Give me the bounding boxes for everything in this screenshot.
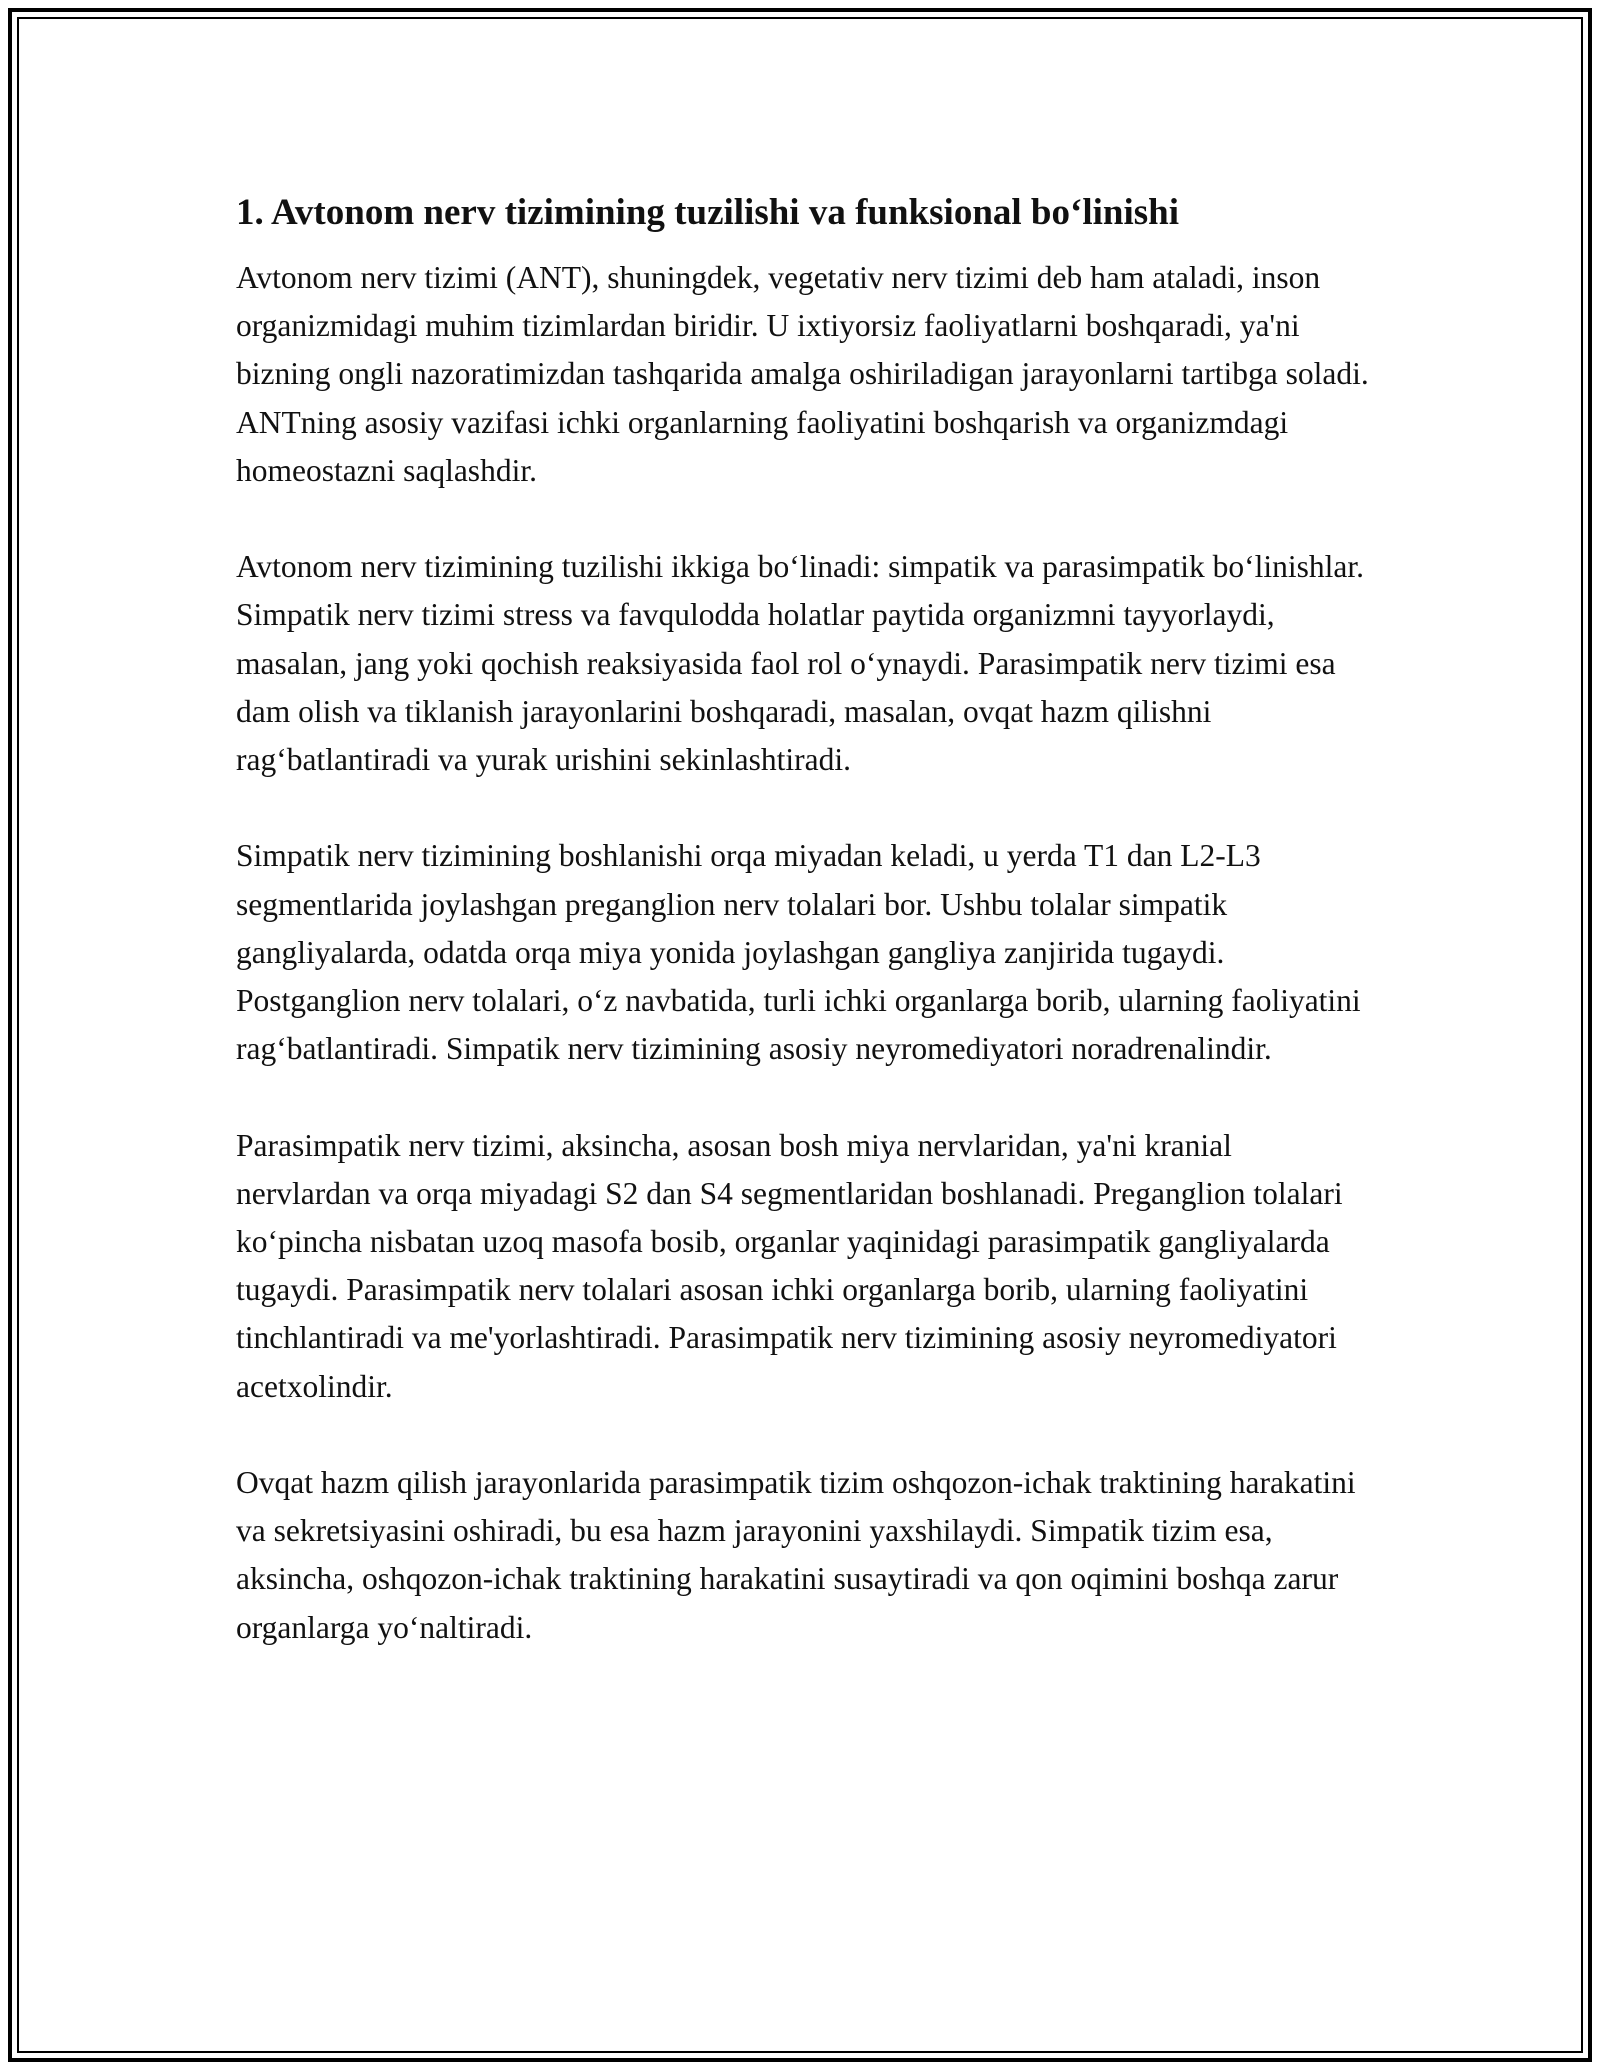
paragraph-ant-divisions: Avtonom nerv tizimining tuzilishi ikkiga bo‘linadi: simpatik va parasimpatik bo‘linishlar. Simpatik nerv tizimi stress va favqulodda holatlar paytida organizmni tayyorlaydi, masalan, jang yoki qochish reaksiyasida faol rol o‘ynaydi. Parasimpatik nerv tizimi esa dam olish va tiklanish jarayonlarini boshqaradi, masalan, ovqat hazm qilishni rag‘batlantiradi va yurak urishini sekinlashtiradi.	[236, 549, 1365, 778]
paragraph-parasympathetic-origin: Parasimpatik nerv tizimi, aksincha, asosan bosh miya nervlaridan, ya'ni kranial nervlardan va orqa miyadagi S2 dan S4 segmentlaridan boshlanadi. Preganglion tolalari ko‘pincha nisbatan uzoq masofa bosib, organlar yaqinidagi parasimpatik gangliyalarda tugaydi. Parasimpatik nerv tolalari asosan ichki organlarga borib, ularning faoliyatini tinchlantiradi va me'yorlashtiradi. Parasimpatik nerv tizimining asosiy neyromediyatori acetxolindir.	[236, 1127, 1343, 1404]
paragraph-digestion: Ovqat hazm qilish jarayonlarida parasimpatik tizim oshqozon-ichak traktining harakatini va sekretsiyasini oshiradi, bu esa hazm jarayonini yaxshilaydi. Simpatik tizim esa, aksincha, oshqozon-ichak traktining harakatini susaytiradi va qon oqimini boshqa zarur organlarga yo‘naltiradi.	[236, 1465, 1356, 1645]
document-body	[236, 186, 1372, 1700]
paragraph-ant-definition: Avtonom nerv tizimi (ANT), shuningdek, vegetativ nerv tizimi deb ham ataladi, inson organizmidagi muhim tizimlardan biridir. U ixtiyorsiz faoliyatlarni boshqaradi, ya'ni bizning ongli nazoratimizdan tashqarida amalga oshiriladigan jarayonlarni tartibga soladi. ANTning asosiy vazifasi ichki organlarning faoliyatini boshqarish va organizmdagi homeostazni saqlashdir.	[236, 260, 1369, 488]
paragraph-sympathetic-origin: Simpatik nerv tizimining boshlanishi orqa miyadan keladi, u yerda T1 dan L2-L3 segmentlarida joylashgan preganglion nerv tolalari bor. Ushbu tolalar simpatik gangliyalarda, odatda orqa miya yonida joylashgan gangliya zanjirida tugaydi. Postganglion nerv tolalari, o‘z navbatida, turli ichki organlarga borib, ularning faoliyatini rag‘batlantiradi. Simpatik nerv tizimining asosiy neyromediyatori noradrenalindir.	[236, 838, 1361, 1067]
section-heading: 1. Avtonom nerv tizimining tuzilishi va funksional bo‘linishi	[236, 192, 1179, 233]
